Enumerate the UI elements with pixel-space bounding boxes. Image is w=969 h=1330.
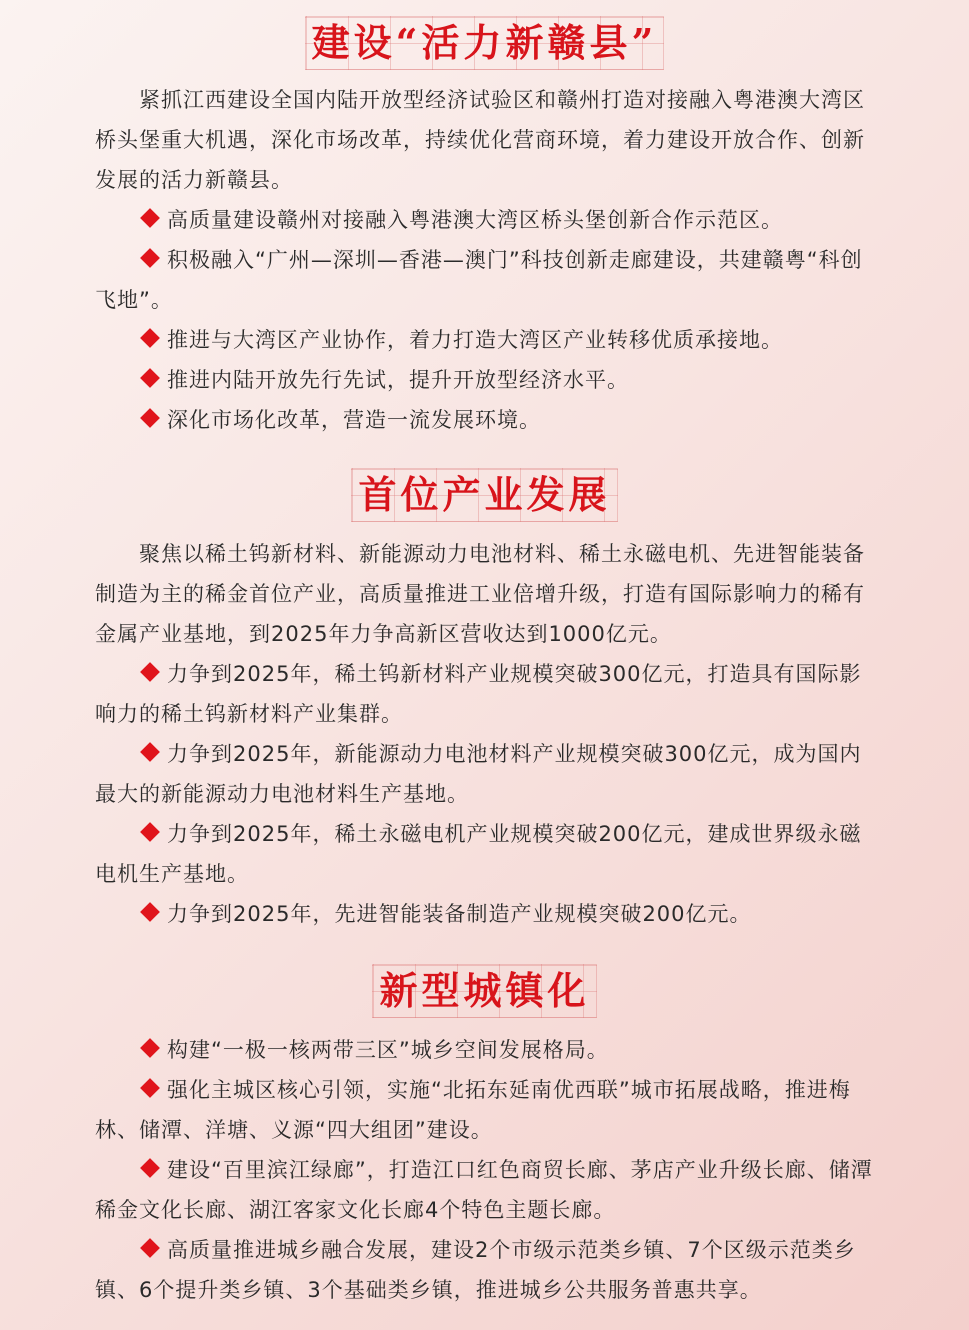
section1-item [95, 360, 880, 400]
red-diamond-icon [140, 328, 160, 348]
section3-item-text: 高质量推进城乡融合发展，建设2个市级示范类乡镇、7个区级示范类乡镇、6个提升类乡镇、3个基础类乡镇，推进城乡公共服务普惠共享。 [95, 1238, 856, 1302]
red-diamond-icon [140, 1038, 160, 1058]
section1-item-text: 深化市场化改革，营造一流发展环境。 [167, 408, 541, 432]
section3-item [95, 1230, 880, 1310]
section2-title: 首位产业发展 [351, 468, 617, 522]
section2-item-text: 力争到2025年，稀土钨新材料产业规模突破300亿元，打造具有国际影响力的稀土钨新材料产业集群。 [95, 662, 862, 726]
section1-item [95, 400, 880, 440]
section3-title: 新型城镇化 [372, 964, 596, 1018]
section3-body [95, 1030, 880, 1310]
section2-item [95, 894, 880, 934]
section1-item [95, 320, 880, 360]
section3-item [95, 1070, 880, 1150]
section1-title: 建设“活力新赣县” [305, 16, 665, 70]
red-diamond-icon [140, 662, 160, 682]
red-diamond-icon [140, 248, 160, 268]
section1-title-wrap [0, 16, 969, 70]
red-diamond-icon [140, 902, 160, 922]
red-diamond-icon [140, 1238, 160, 1258]
section3-item [95, 1150, 880, 1230]
section3-item-text: 强化主城区核心引领，实施“北拓东延南优西联”城市拓展战略，推进梅林、储潭、洋塘、义源“四大组团”建设。 [95, 1078, 851, 1142]
section2-title-wrap [0, 468, 969, 522]
red-diamond-icon [140, 742, 160, 762]
red-diamond-icon [140, 408, 160, 428]
section3-item-text: 构建“一极一核两带三区”城乡空间发展格局。 [167, 1038, 609, 1062]
red-diamond-icon [140, 208, 160, 228]
section2-body [95, 534, 880, 934]
section2-intro: 聚焦以稀土钨新材料、新能源动力电池材料、稀土永磁电机、先进智能装备制造为主的稀金首位产业，高质量推进工业倍增升级，打造有国际影响力的稀有金属产业基地，到2025年力争高新区营收达到1000亿元。 [95, 542, 865, 646]
section2-item-text: 力争到2025年，新能源动力电池材料产业规模突破300亿元，成为国内最大的新能源动力电池材料生产基地。 [95, 742, 862, 806]
section2-item [95, 654, 880, 734]
red-diamond-icon [140, 1078, 160, 1098]
section2-item-text: 力争到2025年，稀土永磁电机产业规模突破200亿元，建成世界级永磁电机生产基地。 [95, 822, 862, 886]
section1-intro: 紧抓江西建设全国内陆开放型经济试验区和赣州打造对接融入粤港澳大湾区桥头堡重大机遇，深化市场改革，持续优化营商环境，着力建设开放合作、创新发展的活力新赣县。 [95, 88, 865, 192]
section1-item-text: 积极融入“广州—深圳—香港—澳门”科技创新走廊建设，共建赣粤“科创飞地”。 [95, 248, 863, 312]
section2-item [95, 814, 880, 894]
section2-item [95, 734, 880, 814]
section1-body [95, 80, 880, 440]
section3-item-text: 建设“百里滨江绿廊”，打造江口红色商贸长廊、茅店产业升级长廊、储潭稀金文化长廊、湖江客家文化长廊4个特色主题长廊。 [95, 1158, 873, 1222]
section1-item-text: 推进与大湾区产业协作，着力打造大湾区产业转移优质承接地。 [167, 328, 783, 352]
red-diamond-icon [140, 368, 160, 388]
red-diamond-icon [140, 1158, 160, 1178]
section1-item-text: 推进内陆开放先行先试，提升开放型经济水平。 [167, 368, 629, 392]
section1-item [95, 200, 880, 240]
section1-item [95, 240, 880, 320]
section2-item-text: 力争到2025年，先进智能装备制造产业规模突破200亿元。 [167, 902, 752, 926]
section3-title-wrap [0, 964, 969, 1018]
section1-item-text: 高质量建设赣州对接融入粤港澳大湾区桥头堡创新合作示范区。 [167, 208, 783, 232]
section3-item [95, 1030, 880, 1070]
red-diamond-icon [140, 822, 160, 842]
